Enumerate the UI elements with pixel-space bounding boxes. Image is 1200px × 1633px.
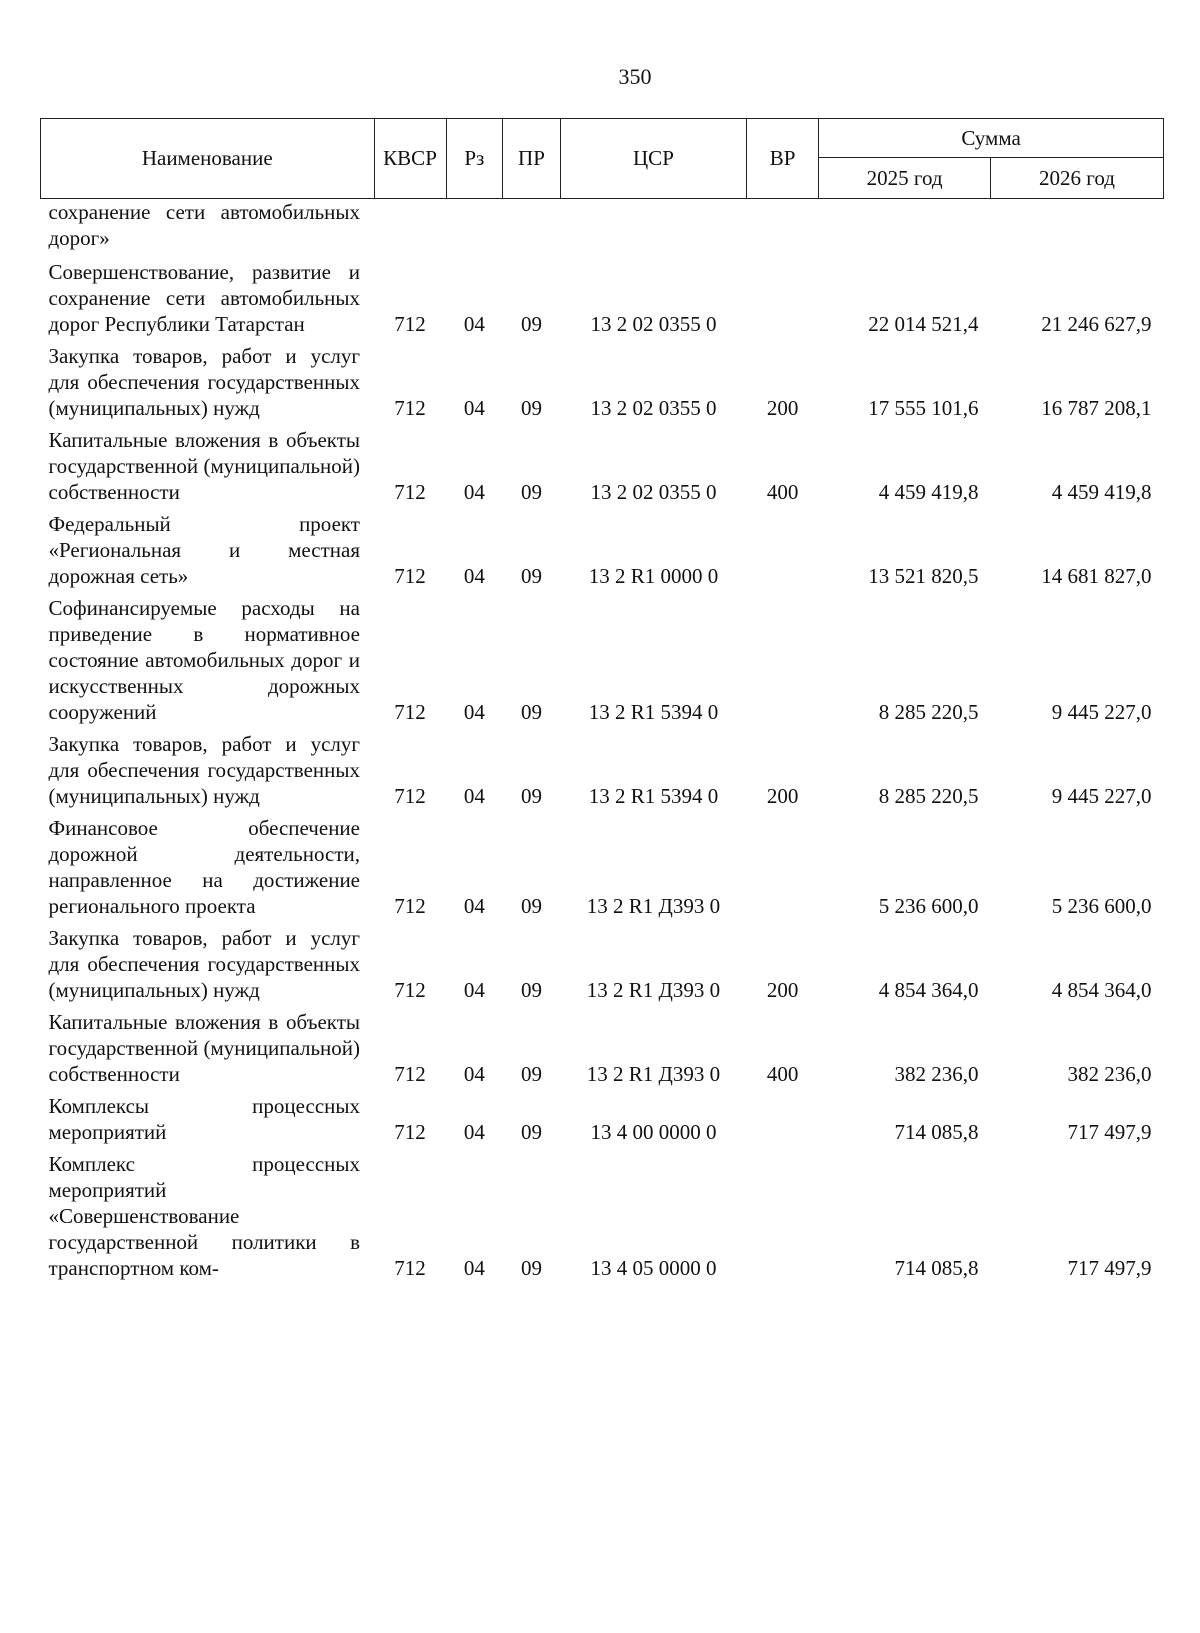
cell-vr [747,815,819,925]
table-row [41,815,1164,925]
cell-pr: 09 [520,564,542,588]
cell-name: Комплекс процессных мероприятий «Совершенствование государственной политики в транспортном ком- [48,1152,360,1280]
header-kvsr: КВСР [374,119,446,199]
cell-sum-2026: 382 236,0 [1067,1062,1152,1086]
cell-pr: 09 [520,396,542,420]
cell-csr: 13 2 02 0355 0 [590,312,717,336]
cell-rz: 04 [463,894,485,918]
cell-pr: 09 [520,1256,542,1280]
cell-kvsr: 712 [394,312,426,336]
cell-sum-2026: 9 445 227,0 [1051,700,1152,724]
cell-rz: 04 [463,1120,485,1144]
cell-csr: 13 4 05 0000 0 [590,1256,717,1280]
cell-name: Федеральный проект «Региональная и местная дорожная сеть» [48,512,360,588]
table-row [41,1093,1164,1151]
cell-kvsr: 712 [394,564,426,588]
cell-kvsr: 712 [394,396,426,420]
cell-sum-2026: 14 681 827,0 [1041,564,1152,588]
cell-sum-2025: 13 521 820,5 [868,564,979,588]
cell-pr: 09 [520,1062,542,1086]
cell-vr [747,259,819,343]
cell-kvsr: 712 [394,978,426,1002]
cell-sum-2026: 16 787 208,1 [1041,396,1152,420]
cell-rz: 04 [463,1062,485,1086]
cell-sum-2025: 714 085,8 [894,1120,979,1144]
cell-name: Совершенствование, развитие и сохранение сети автомобильных дорог Республики Татарстан [48,260,360,336]
cell-csr: 13 2 02 0355 0 [590,396,717,420]
cell-csr: 13 2 R1 Д393 0 [586,894,721,918]
cell-vr [747,595,819,731]
cell-sum-2026 [991,199,1164,260]
table-row [41,925,1164,1009]
cell-kvsr: 712 [394,480,426,504]
cell-sum-2026: 717 497,9 [1067,1120,1152,1144]
cell-csr: 13 2 R1 5394 0 [588,700,719,724]
table-row [41,343,1164,427]
cell-name: Финансовое обеспечение дорожной деятельности, направленное на достижение регионального проекта [48,816,360,918]
table-row [41,1151,1164,1287]
cell-csr: 13 2 R1 5394 0 [588,784,719,808]
cell-vr: 200 [766,784,799,808]
cell-vr: 200 [766,396,799,420]
cell-sum-2025 [819,199,991,260]
cell-csr: 13 2 R1 Д393 0 [586,978,721,1002]
cell-sum-2025: 4 459 419,8 [878,480,979,504]
cell-csr: 13 4 00 0000 0 [590,1120,717,1144]
cell-name: сохранение сети автомобильных дорог» [48,200,360,250]
cell-csr: 13 2 R1 0000 0 [588,564,719,588]
header-year-2025: 2025 год [819,158,991,199]
cell-name: Закупка товаров, работ и услуг для обеспечения государственных (муниципальных) нужд [48,344,360,420]
cell-csr: 13 2 R1 Д393 0 [586,1062,721,1086]
cell-sum-2025: 22 014 521,4 [868,312,979,336]
cell-kvsr: 712 [394,1062,426,1086]
cell-sum-2026: 717 497,9 [1067,1256,1152,1280]
cell-sum-2025: 714 085,8 [894,1256,979,1280]
cell-kvsr: 712 [394,700,426,724]
cell-rz: 04 [463,978,485,1002]
cell-name: Закупка товаров, работ и услуг для обеспечения государственных (муниципальных) нужд [48,926,360,1002]
table-row [41,595,1164,731]
cell-name: Закупка товаров, работ и услуг для обеспечения государственных (муниципальных) нужд [48,732,360,808]
cell-kvsr: 712 [394,784,426,808]
cell-vr: 400 [766,1062,799,1086]
header-sum: Сумма [819,119,1164,158]
cell-vr [747,199,819,260]
cell-csr [560,199,746,260]
cell-sum-2025: 8 285 220,5 [878,784,979,808]
cell-pr: 09 [520,312,542,336]
table-row [41,427,1164,511]
budget-table [40,118,1164,1287]
page-number: 350 [618,64,652,89]
cell-rz: 04 [463,784,485,808]
header-vr: ВР [747,119,819,199]
cell-sum-2026: 4 854 364,0 [1051,978,1152,1002]
cell-vr [747,511,819,595]
cell-rz: 04 [463,312,485,336]
cell-rz: 04 [463,480,485,504]
cell-name: Софинансируемые расходы на приведение в нормативное состояние автомобильных дорог и искусственных дорожных сооружений [48,596,360,724]
cell-rz [446,199,503,260]
header-year-2026: 2026 год [991,158,1164,199]
cell-sum-2025: 8 285 220,5 [878,700,979,724]
table-row [41,259,1164,343]
cell-rz: 04 [463,396,485,420]
cell-kvsr: 712 [394,1120,426,1144]
header-name: Наименование [41,119,375,199]
cell-name: Комплексы процессных мероприятий [48,1094,360,1144]
cell-kvsr: 712 [394,894,426,918]
cell-pr [503,199,561,260]
table-row [41,731,1164,815]
table-row [41,1009,1164,1093]
cell-rz: 04 [463,700,485,724]
table-row [41,199,1164,260]
cell-rz: 04 [463,1256,485,1280]
table-body [41,199,1164,1288]
table-header [41,119,1164,199]
cell-sum-2025: 5 236 600,0 [878,894,979,918]
cell-pr: 09 [520,480,542,504]
cell-pr: 09 [520,978,542,1002]
cell-name: Капитальные вложения в объекты государственной (муниципальной) собственности [48,1010,360,1086]
table-row [41,511,1164,595]
cell-rz: 04 [463,564,485,588]
cell-vr: 200 [766,978,799,1002]
cell-vr [747,1093,819,1151]
cell-kvsr [374,199,446,260]
header-pr: ПР [503,119,561,199]
cell-kvsr: 712 [394,1256,426,1280]
cell-sum-2025: 4 854 364,0 [878,978,979,1002]
cell-pr: 09 [520,1120,542,1144]
header-rz: Рз [446,119,503,199]
cell-sum-2025: 17 555 101,6 [868,396,979,420]
cell-pr: 09 [520,894,542,918]
cell-sum-2026: 21 246 627,9 [1041,312,1152,336]
cell-name: Капитальные вложения в объекты государственной (муниципальной) собственности [48,428,360,504]
cell-vr: 400 [766,480,799,504]
cell-sum-2025: 382 236,0 [894,1062,979,1086]
header-csr: ЦСР [560,119,746,199]
cell-pr: 09 [520,700,542,724]
cell-sum-2026: 5 236 600,0 [1051,894,1152,918]
cell-pr: 09 [520,784,542,808]
cell-sum-2026: 9 445 227,0 [1051,784,1152,808]
cell-csr: 13 2 02 0355 0 [590,480,717,504]
cell-vr [747,1151,819,1287]
cell-sum-2026: 4 459 419,8 [1051,480,1152,504]
